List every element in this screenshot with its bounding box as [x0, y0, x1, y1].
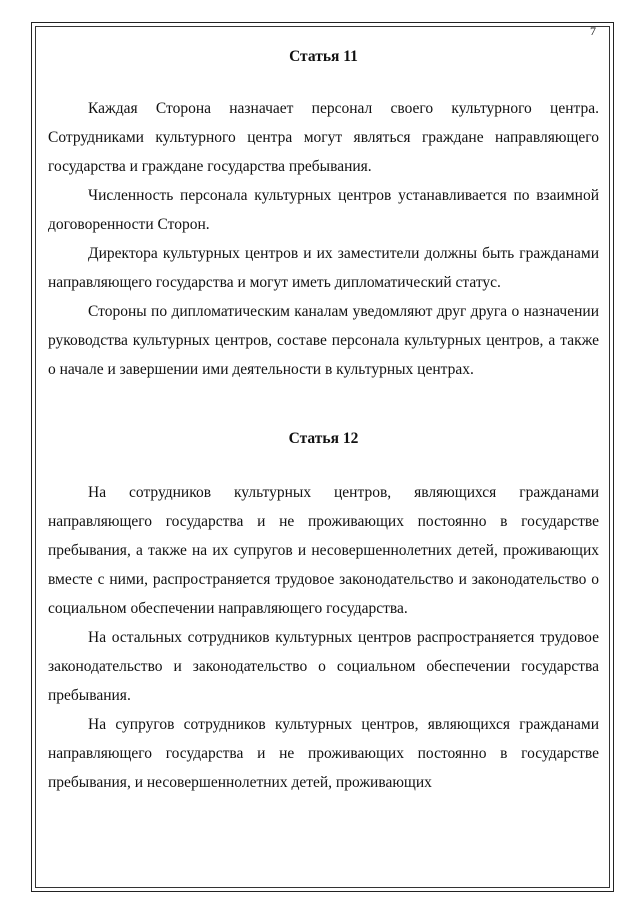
article-12-paragraph-3: На супругов сотрудников культурных центров, являющихся гражданами направляющего государства и не проживающих постоянно в государстве пребывания, и несовершеннолетних детей, проживающих: [48, 716, 599, 791]
article-12-paragraph-2: На остальных сотрудников культурных центров распространяется трудовое законодательство и законодательство о социальном обеспечении государства пребывания.: [48, 629, 599, 704]
article-12-paragraph-1: На сотрудников культурных центров, являющихся гражданами направляющего государства и не проживающих постоянно в государстве пребывания, а также на их супругов и несовершеннолетних детей, проживающих вместе с ними, распространяется трудовое законодательство и законодательство о социальном обеспечении направляющего государства.: [48, 484, 599, 617]
article-11-paragraph-3: Директора культурных центров и их заместители должны быть гражданами направляющего государства и могут иметь дипломатический статус.: [48, 245, 599, 291]
article-11-paragraph-4: Стороны по дипломатическим каналам уведомляют друг друга о назначении руководства культурных центров, составе персонала культурных центров, а также о начале и завершении ими деятельности в культурных центрах.: [48, 303, 599, 378]
document-body: [48, 45, 599, 797]
article-11-paragraph-1: Каждая Сторона назначает персонал своего культурного центра. Сотрудниками культурного центра могут являться граждане направляющего государства и граждане государства пребывания.: [48, 100, 599, 175]
article-11-heading: Статья 11: [289, 48, 358, 65]
article-11-paragraph-2: Численность персонала культурных центров устанавливается по взаимной договоренности Сторон.: [48, 187, 599, 233]
article-12-heading: Статья 12: [288, 430, 359, 447]
page-number: 7: [590, 24, 596, 38]
